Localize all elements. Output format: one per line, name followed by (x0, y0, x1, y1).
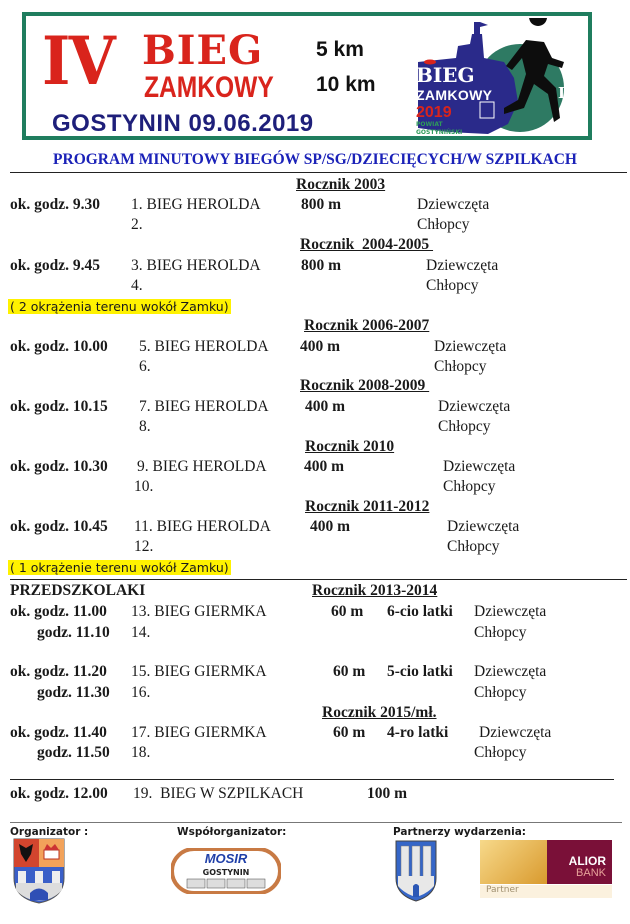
alior-logo-subtitle: BANK (576, 867, 606, 879)
category-boys: Chłopcy (474, 624, 527, 641)
category-boys: Chłopcy (426, 277, 479, 294)
category-boys: Chłopcy (474, 684, 527, 701)
race-number: 2. (131, 216, 143, 233)
banner-word-zamkowy: ZAMKOWY (144, 71, 274, 104)
alior-partner-label: Partner (486, 885, 519, 895)
divider (10, 822, 622, 823)
category-girls: Dziewczęta (443, 458, 516, 475)
race-number: 18. (131, 744, 151, 761)
race-number: 8. (139, 418, 151, 435)
race-time: ok. godz. 11.20 (10, 663, 107, 680)
organizer-label: Organizator : (10, 826, 89, 838)
race-distance: 60 m (333, 663, 366, 680)
race-time: ok. godz. 10.45 (10, 518, 108, 535)
category-boys: Chłopcy (438, 418, 491, 435)
race-number: 4. (131, 277, 143, 294)
race-number: 16. (131, 684, 151, 701)
category-boys: Chłopcy (474, 744, 527, 761)
preschool-heading: PRZEDSZKOLAKI (10, 582, 146, 599)
category-girls: Dziewczęta (474, 663, 547, 680)
partners-label: Partnerzy wydarzenia: (393, 826, 526, 838)
race-number: 12. (134, 538, 154, 555)
race-time: ok. godz. 10.15 (10, 398, 108, 415)
logo-tower (474, 22, 480, 36)
category-boys: Chłopcy (417, 216, 470, 233)
race-number: 6. (139, 358, 151, 375)
mosir-logo-city: GOSTYNIN (202, 868, 250, 877)
logo-word-bieg: BIEG (416, 63, 475, 87)
race-name: 15. BIEG GIERMKA (131, 663, 267, 680)
race-distance: 800 m (301, 196, 342, 213)
category-girls: Dziewczęta (434, 338, 507, 355)
category-boys: Chłopcy (447, 538, 500, 555)
gostynin-coat-of-arms-icon (13, 838, 65, 904)
race-distance: 800 m (301, 257, 342, 274)
category-boys: Chłopcy (443, 478, 496, 495)
race-name: 13. BIEG GIERMKA (131, 603, 267, 620)
logo-word-zamkowy: ZAMKOWY (416, 87, 492, 103)
race-time: godz. 11.50 (37, 744, 110, 761)
race-time: ok. godz. 10.30 (10, 458, 108, 475)
logo-flag (480, 22, 488, 27)
category-girls: Dziewczęta (426, 257, 499, 274)
page-title: PROGRAM MINUTOWY BIEGÓW SP/SG/DZIECIĘCYCH/W SZPILKACH (53, 151, 577, 168)
race-distance: 400 m (310, 518, 351, 535)
race-distance: 400 m (304, 458, 345, 475)
age-group: 5-cio latki (387, 663, 453, 680)
mosir-logo-title: MOSIR (204, 851, 248, 866)
banner-distance-5: 5 km (316, 38, 364, 61)
logo-powiat: POWIAT (416, 121, 443, 128)
logo-gostyninski: GOSTYNIŃSKI (416, 129, 463, 136)
rocznik-heading: Rocznik 2004-2005 (300, 236, 434, 253)
coorganizer-label: Współorganizator: (177, 826, 287, 838)
banner-distance-10: 10 km (316, 73, 376, 96)
race-time: ok. godz. 11.40 (10, 724, 107, 741)
divider (10, 779, 614, 780)
banner-city-date: GOSTYNIN 09.06.2019 (52, 110, 314, 137)
laps-note: ( 1 okrążenie terenu wokół Zamku) (10, 560, 229, 575)
alior-head-image (480, 840, 547, 884)
divider (10, 172, 627, 173)
divider (10, 579, 627, 580)
rocznik-heading: Rocznik 2008-2009 (300, 377, 430, 394)
race-time: ok. godz. 10.00 (10, 338, 108, 355)
banner-word-bieg: BIEG (142, 27, 264, 74)
rocznik-heading: Rocznik 2010 (305, 438, 395, 455)
powiat-coat-of-arms-icon (395, 840, 437, 902)
race-time: godz. 11.10 (37, 624, 110, 641)
category-girls: Dziewczęta (447, 518, 520, 535)
bieg-zamkowy-logo (408, 18, 588, 136)
logo-year: 2019 (416, 104, 452, 121)
age-group: 4-ro latki (387, 724, 449, 741)
event-banner (22, 12, 592, 140)
race-time: ok. godz. 9.45 (10, 257, 100, 274)
laps-note: ( 2 okrążenia terenu wokół Zamku) (10, 299, 229, 314)
rocznik-heading: Rocznik 2003 (296, 176, 386, 193)
rocznik-heading: Rocznik 2015/mł. (322, 704, 437, 721)
race-name: 17. BIEG GIERMKA (131, 724, 267, 741)
race-name: 11. BIEG HEROLDA (134, 518, 271, 535)
category-girls: Dziewczęta (474, 603, 547, 620)
race-distance: 400 m (300, 338, 341, 355)
race-time: ok. godz. 9.30 (10, 196, 100, 213)
race-distance: 400 m (305, 398, 346, 415)
race-name: 9. BIEG HEROLDA (137, 458, 267, 475)
age-group: 6-cio latki (387, 603, 453, 620)
race-name: 1. BIEG HEROLDA (131, 196, 261, 213)
category-girls: Dziewczęta (479, 724, 552, 741)
race-name: 3. BIEG HEROLDA (131, 257, 261, 274)
rocznik-heading: Rocznik 2013-2014 (312, 582, 438, 599)
rocznik-heading: Rocznik 2011-2012 (305, 498, 430, 515)
rocznik-heading: Rocznik 2006-2007 (304, 317, 430, 334)
category-girls: Dziewczęta (417, 196, 490, 213)
category-boys: Chłopcy (434, 358, 487, 375)
race-distance: 60 m (331, 603, 364, 620)
mosir-logo (171, 848, 281, 894)
race-name: 19. BIEG W SZPILKACH (133, 785, 304, 802)
logo-numeral: IV (558, 84, 577, 102)
race-number: 10. (134, 478, 154, 495)
race-distance: 60 m (333, 724, 366, 741)
alior-logo-title: ALIOR (568, 854, 606, 868)
race-time: ok. godz. 12.00 (10, 785, 108, 802)
race-name: 7. BIEG HEROLDA (139, 398, 269, 415)
race-name: 5. BIEG HEROLDA (139, 338, 269, 355)
race-time: godz. 11.30 (37, 684, 110, 701)
category-girls: Dziewczęta (438, 398, 511, 415)
banner-numeral: IV (42, 22, 114, 100)
race-number: 14. (131, 624, 151, 641)
alior-bank-logo (480, 840, 612, 898)
race-time: ok. godz. 11.00 (10, 603, 107, 620)
race-distance: 100 m (367, 785, 408, 802)
